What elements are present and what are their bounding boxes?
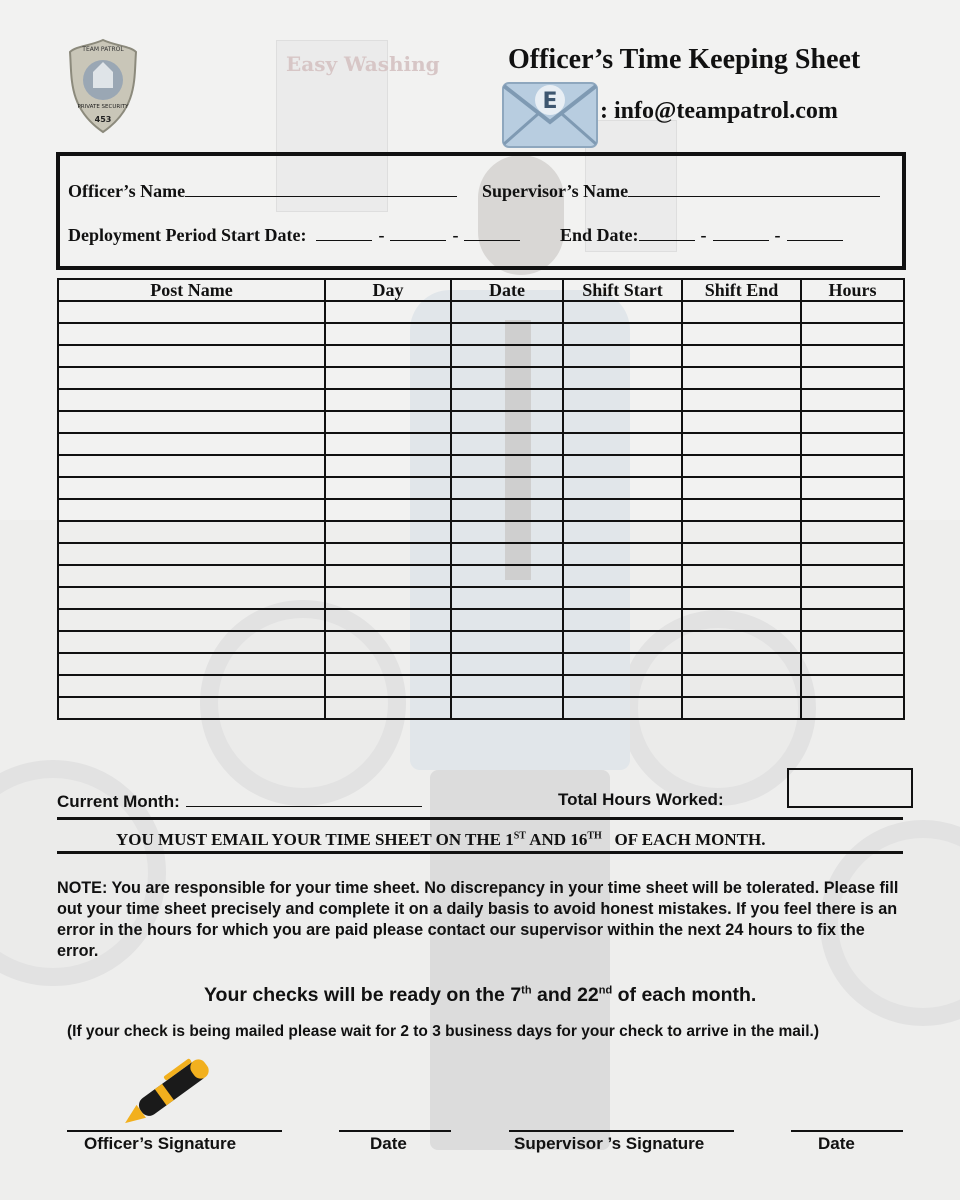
table-row	[58, 301, 904, 323]
table-row	[58, 433, 904, 455]
cell-shift-start[interactable]	[563, 367, 682, 389]
cell-shift-start[interactable]	[563, 609, 682, 631]
cell-shift-end[interactable]	[682, 345, 801, 367]
cell-shift-start[interactable]	[563, 477, 682, 499]
current-month-input[interactable]	[186, 790, 422, 807]
cell-post-name[interactable]	[58, 455, 325, 477]
cell-post-name[interactable]	[58, 697, 325, 719]
cell-date[interactable]	[451, 631, 563, 653]
table-row	[58, 697, 904, 719]
cell-date[interactable]	[451, 521, 563, 543]
cell-hours[interactable]	[801, 367, 904, 389]
cell-shift-start[interactable]	[563, 433, 682, 455]
cell-hours[interactable]	[801, 697, 904, 719]
officer-name-field	[68, 180, 457, 202]
cell-hours[interactable]	[801, 389, 904, 411]
cell-day[interactable]	[325, 345, 451, 367]
start-date-field	[68, 224, 520, 246]
cell-hours[interactable]	[801, 477, 904, 499]
supervisor-signature-label: Supervisor ’s Signature	[514, 1134, 705, 1153]
cell-date[interactable]	[451, 411, 563, 433]
cell-day[interactable]	[325, 675, 451, 697]
cell-shift-start[interactable]	[563, 521, 682, 543]
divider-top	[57, 817, 903, 820]
cell-shift-start[interactable]	[563, 675, 682, 697]
divider-bottom	[57, 851, 903, 854]
officer-name-input[interactable]	[185, 180, 457, 197]
start-date-label: Deployment Period Start Date:	[68, 225, 307, 245]
badge-number: 453	[94, 115, 112, 124]
cell-shift-end[interactable]	[682, 323, 801, 345]
officer-info-box	[56, 152, 906, 270]
total-hours-input[interactable]	[787, 768, 913, 808]
cell-day[interactable]	[325, 697, 451, 719]
officer-date-label: Date	[370, 1134, 407, 1153]
start-date-month-input[interactable]	[316, 224, 372, 241]
cell-post-name[interactable]	[58, 499, 325, 521]
cell-date[interactable]	[451, 367, 563, 389]
envelope-letter: E	[542, 89, 558, 114]
paycheck-superscript: th	[521, 984, 532, 997]
cell-hours[interactable]	[801, 345, 904, 367]
table-row	[58, 477, 904, 499]
officer-signature-label: Officer’s Signature	[84, 1134, 237, 1153]
end-date-label: End Date:	[560, 225, 639, 245]
column-header-hours: Hours	[801, 279, 904, 301]
supervisor-name-field	[482, 180, 880, 202]
officer-name-label: Officer’s Name	[68, 181, 186, 201]
cell-hours[interactable]	[801, 653, 904, 675]
cell-hours[interactable]	[801, 411, 904, 433]
cell-shift-start[interactable]	[563, 587, 682, 609]
table-row	[58, 389, 904, 411]
cell-post-name[interactable]	[58, 653, 325, 675]
cell-date[interactable]	[451, 323, 563, 345]
notice-superscript: ST	[513, 830, 526, 842]
table-body	[58, 301, 904, 719]
column-header-date: Date	[451, 279, 563, 301]
cell-post-name[interactable]	[58, 521, 325, 543]
cell-hours[interactable]	[801, 301, 904, 323]
cell-hours[interactable]	[801, 609, 904, 631]
cell-shift-end[interactable]	[682, 543, 801, 565]
cell-date[interactable]	[451, 433, 563, 455]
start-date-day-input[interactable]	[390, 224, 446, 241]
cell-day[interactable]	[325, 653, 451, 675]
supervisor-date-line[interactable]	[791, 1130, 903, 1132]
table-row	[58, 455, 904, 477]
cell-day[interactable]	[325, 587, 451, 609]
cell-day[interactable]	[325, 455, 451, 477]
cell-date[interactable]	[451, 389, 563, 411]
cell-day[interactable]	[325, 477, 451, 499]
total-hours-label: Total Hours Worked:	[558, 790, 724, 809]
cell-shift-end[interactable]	[682, 653, 801, 675]
cell-shift-end[interactable]	[682, 565, 801, 587]
cell-date[interactable]	[451, 477, 563, 499]
cell-shift-end[interactable]	[682, 455, 801, 477]
table-header-row	[58, 279, 904, 301]
cell-post-name[interactable]	[58, 345, 325, 367]
date-separator: -	[700, 225, 707, 245]
table-row	[58, 323, 904, 345]
current-month-label: Current Month:	[57, 792, 180, 811]
cell-shift-start[interactable]	[563, 345, 682, 367]
cell-shift-end[interactable]	[682, 675, 801, 697]
cell-hours[interactable]	[801, 433, 904, 455]
cell-post-name[interactable]	[58, 477, 325, 499]
table-row	[58, 631, 904, 653]
cell-day[interactable]	[325, 543, 451, 565]
cell-shift-end[interactable]	[682, 367, 801, 389]
page-title: Officer’s Time Keeping Sheet	[508, 44, 861, 75]
cell-date[interactable]	[451, 653, 563, 675]
date-separator: -	[774, 225, 781, 245]
envelope-icon	[502, 82, 598, 148]
cell-post-name[interactable]	[58, 631, 325, 653]
end-date-year-input[interactable]	[787, 224, 843, 241]
table-row	[58, 565, 904, 587]
column-header-day: Day	[325, 279, 451, 301]
pen-icon	[112, 1046, 232, 1132]
cell-post-name[interactable]	[58, 411, 325, 433]
cell-shift-end[interactable]	[682, 499, 801, 521]
cell-post-name[interactable]	[58, 543, 325, 565]
cell-post-name[interactable]	[58, 433, 325, 455]
time-sheet-table	[57, 278, 905, 720]
cell-post-name[interactable]	[58, 609, 325, 631]
cell-day[interactable]	[325, 433, 451, 455]
table-row	[58, 543, 904, 565]
mailed-check-note: (If your check is being mailed please wait for 2 to 3 business days for your check to arrive in the mail.)	[67, 1023, 819, 1040]
email-deadline-notice	[116, 830, 766, 850]
badge-text-top: TEAM PATROL	[82, 46, 124, 53]
paycheck-superscript: nd	[598, 984, 613, 997]
cell-hours[interactable]	[801, 323, 904, 345]
supervisor-name-label: Supervisor’s Name	[482, 181, 629, 201]
cell-hours[interactable]	[801, 587, 904, 609]
cell-shift-end[interactable]	[682, 477, 801, 499]
cell-day[interactable]	[325, 565, 451, 587]
cell-shift-start[interactable]	[563, 631, 682, 653]
table-row	[58, 521, 904, 543]
cell-day[interactable]	[325, 367, 451, 389]
notice-text: YOU MUST EMAIL YOUR TIME SHEET ON THE 1	[116, 830, 514, 849]
table-row	[58, 587, 904, 609]
supervisor-date-label: Date	[818, 1134, 855, 1153]
cell-hours[interactable]	[801, 565, 904, 587]
cell-post-name[interactable]	[58, 565, 325, 587]
cell-hours[interactable]	[801, 675, 904, 697]
cell-shift-end[interactable]	[682, 609, 801, 631]
cell-day[interactable]	[325, 521, 451, 543]
cell-date[interactable]	[451, 301, 563, 323]
cell-date[interactable]	[451, 675, 563, 697]
officer-signature-line[interactable]	[67, 1130, 282, 1132]
table-row	[58, 411, 904, 433]
column-header-shift-end: Shift End	[682, 279, 801, 301]
paycheck-text: of each month.	[612, 984, 757, 1006]
table-row	[58, 675, 904, 697]
cell-day[interactable]	[325, 389, 451, 411]
table-row	[58, 499, 904, 521]
date-separator: -	[452, 225, 459, 245]
cell-day[interactable]	[325, 499, 451, 521]
start-date-year-input[interactable]	[464, 224, 520, 241]
end-date-month-input[interactable]	[639, 224, 695, 241]
cell-shift-start[interactable]	[563, 653, 682, 675]
cell-shift-start[interactable]	[563, 323, 682, 345]
table-row	[58, 653, 904, 675]
table-row	[58, 609, 904, 631]
paycheck-text: Your checks will be ready on the 7	[204, 984, 522, 1006]
notice-superscript: TH	[587, 830, 602, 842]
table-row	[58, 367, 904, 389]
end-date-field	[560, 224, 843, 246]
current-month-field	[57, 790, 422, 812]
cell-date[interactable]	[451, 543, 563, 565]
cell-post-name[interactable]	[58, 301, 325, 323]
cell-shift-start[interactable]	[563, 499, 682, 521]
date-separator: -	[378, 225, 385, 245]
cell-hours[interactable]	[801, 455, 904, 477]
cell-day[interactable]	[325, 323, 451, 345]
cell-day[interactable]	[325, 301, 451, 323]
cell-shift-end[interactable]	[682, 587, 801, 609]
cell-shift-end[interactable]	[682, 631, 801, 653]
notice-text: AND 16	[525, 830, 588, 849]
paycheck-text: and 22	[531, 984, 599, 1006]
cell-post-name[interactable]	[58, 675, 325, 697]
cell-shift-start[interactable]	[563, 389, 682, 411]
cell-hours[interactable]	[801, 499, 904, 521]
cell-shift-start[interactable]	[563, 565, 682, 587]
cell-date[interactable]	[451, 345, 563, 367]
responsibility-note: NOTE: You are responsible for your time sheet. No discrepancy in your time sheet will be tolerated. Please fill out your time sheet precisely and complete it on a daily basis to avoid honest mistakes. If you feel there is an error in the hours for which you are paid please contact our supervisor within the next 24 hours to fix the error.	[57, 879, 899, 960]
cell-post-name[interactable]	[58, 389, 325, 411]
cell-day[interactable]	[325, 631, 451, 653]
supervisor-signature-line[interactable]	[509, 1130, 734, 1132]
column-header-shift-start: Shift Start	[563, 279, 682, 301]
cell-date[interactable]	[451, 609, 563, 631]
cell-shift-end[interactable]	[682, 301, 801, 323]
cell-post-name[interactable]	[58, 367, 325, 389]
table-row	[58, 345, 904, 367]
cell-day[interactable]	[325, 411, 451, 433]
column-header-post-name: Post Name	[58, 279, 325, 301]
notice-text: OF EACH MONTH.	[601, 830, 766, 849]
contact-email: : info@teampatrol.com	[600, 98, 838, 124]
cell-shift-end[interactable]	[682, 697, 801, 719]
security-badge-logo	[68, 38, 138, 134]
cell-post-name[interactable]	[58, 587, 325, 609]
paycheck-notice	[204, 984, 756, 1007]
cell-date[interactable]	[451, 565, 563, 587]
supervisor-name-input[interactable]	[628, 180, 880, 197]
cell-date[interactable]	[451, 587, 563, 609]
cell-shift-start[interactable]	[563, 301, 682, 323]
cell-shift-end[interactable]	[682, 521, 801, 543]
cell-date[interactable]	[451, 499, 563, 521]
end-date-day-input[interactable]	[713, 224, 769, 241]
cell-shift-start[interactable]	[563, 455, 682, 477]
cell-post-name[interactable]	[58, 323, 325, 345]
cell-day[interactable]	[325, 609, 451, 631]
cell-shift-start[interactable]	[563, 543, 682, 565]
officer-date-line[interactable]	[339, 1130, 451, 1132]
cell-date[interactable]	[451, 697, 563, 719]
badge-text-middle: PRIVATE SECURITY	[77, 104, 129, 110]
cell-date[interactable]	[451, 455, 563, 477]
cell-shift-start[interactable]	[563, 411, 682, 433]
cell-hours[interactable]	[801, 521, 904, 543]
background-poster-text: Easy Washing	[286, 52, 440, 76]
cell-shift-start[interactable]	[563, 697, 682, 719]
cell-shift-end[interactable]	[682, 433, 801, 455]
cell-hours[interactable]	[801, 631, 904, 653]
cell-shift-end[interactable]	[682, 389, 801, 411]
cell-hours[interactable]	[801, 543, 904, 565]
cell-shift-end[interactable]	[682, 411, 801, 433]
